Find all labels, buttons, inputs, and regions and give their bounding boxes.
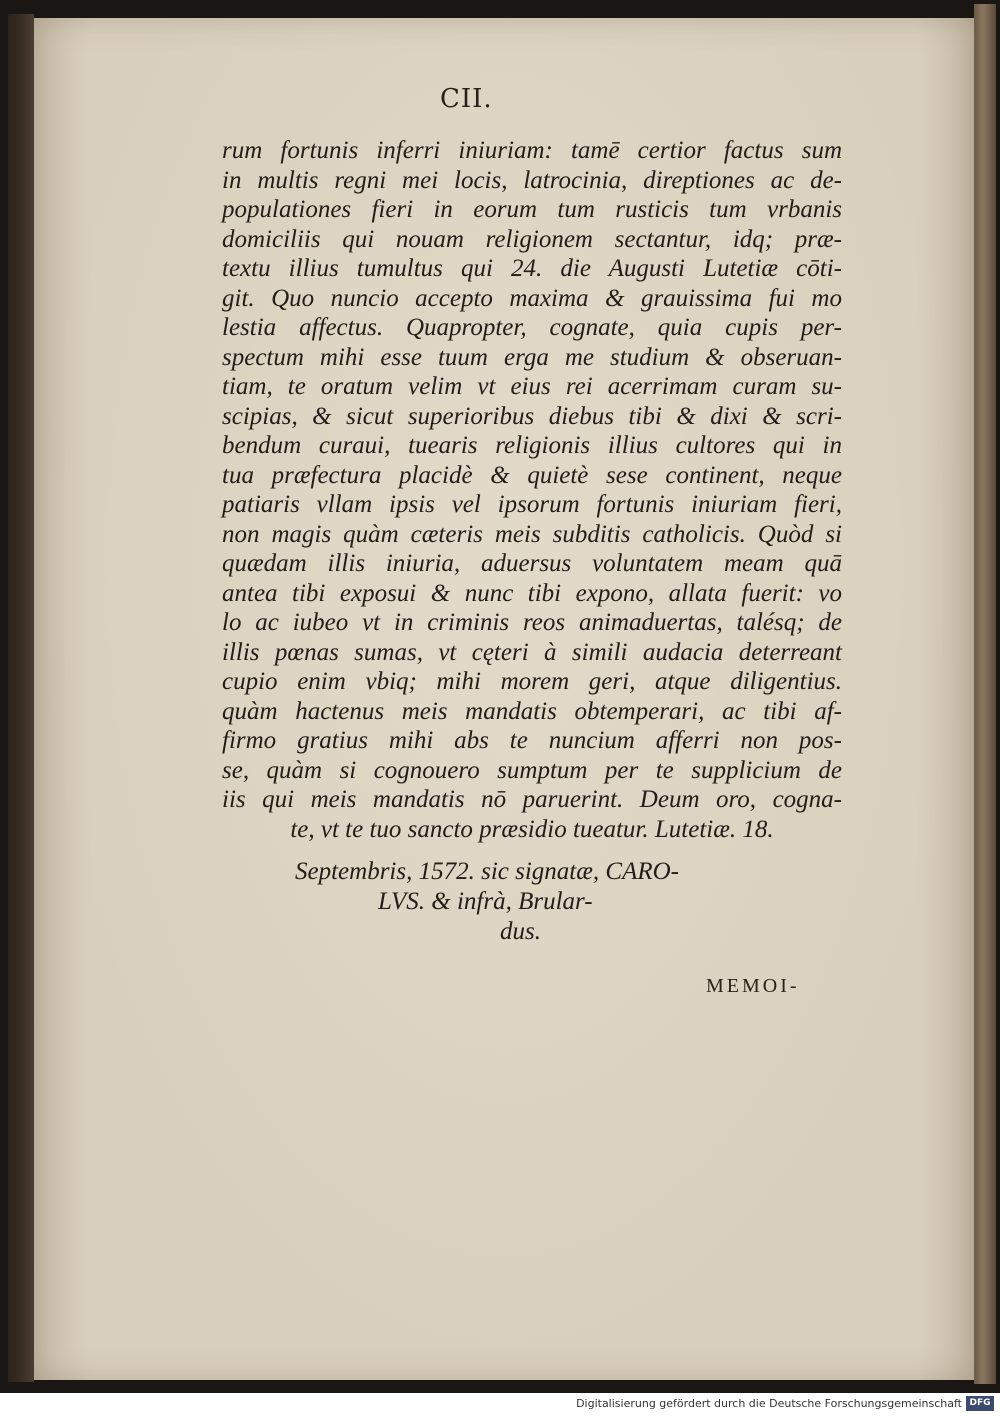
text-line: bendum curaui, tuearis religionis illius cultores qui in xyxy=(222,432,842,459)
dfg-logo: DFG xyxy=(966,1396,994,1411)
signature-line: Septembris, 1572. sic signatæ, CARO- xyxy=(295,858,680,885)
funding-credit: Digitalisierung gefördert durch die Deutsche Forschungsgemeinschaft xyxy=(576,1397,962,1410)
text-line: tua præfectura placidè & quietè sese continent, neque xyxy=(222,461,842,489)
text-line: iis qui meis mandatis nō paruerint. Deum oro, cogna- xyxy=(222,786,842,813)
text-line: te, vt te tuo sancto præsidio tueatur. Lutetiæ. 18. xyxy=(290,815,774,843)
text-line: firmo gratius mihi abs te nuncium afferri non pos- xyxy=(222,727,842,754)
text-line: antea tibi exposui & nunc tibi expono, allata fuerit: vo xyxy=(222,579,842,607)
text-line: cupio enim vbiq; mihi morem geri, atque diligentius. xyxy=(222,668,842,695)
page-edge-left xyxy=(8,14,34,1382)
text-line: illis pœnas sumas, vt cęteri à simili audacia deterreant xyxy=(222,638,842,666)
text-line: patiaris vllam ipsis vel ipsorum fortunis iniuriam fieri, xyxy=(222,491,842,518)
text-line: quædam illis iniuria, aduersus voluntatem meam quā xyxy=(222,550,842,577)
body-text xyxy=(222,136,842,844)
text-line: se, quàm si cognouero sumptum per te supplicium de xyxy=(222,756,842,784)
text-line: quàm hactenus meis mandatis obtemperari, ac tibi af- xyxy=(222,697,842,725)
text-line: non magis quàm cæteris meis subditis catholicis. Quòd si xyxy=(222,520,842,548)
text-line: rum fortunis inferri iniuriam: tamē certior factus sum xyxy=(222,137,842,164)
text-line: git. Quo nuncio accepto maxima & grauissima fui mo xyxy=(222,284,842,312)
text-line: domiciliis qui nouam religionem sectantur, idq; præ- xyxy=(222,225,842,253)
text-line: lo ac iubeo vt in criminis reos animaduertas, talésq; de xyxy=(222,609,842,636)
text-line: scipias, & sicut superioribus diebus tibi & dixi & scri- xyxy=(222,402,842,430)
signature-line: LVS. & infrà, Brular- xyxy=(378,888,593,915)
footer-bar xyxy=(0,1393,1000,1416)
text-line: spectum mihi esse tuum erga me studium & obseruan- xyxy=(222,343,842,371)
page-edge-right xyxy=(974,4,996,1384)
text-line: populationes fieri in eorum tum rusticis tum vrbanis xyxy=(222,196,842,223)
signature-line: dus. xyxy=(500,918,541,945)
catchword: MEMOI- xyxy=(706,975,800,997)
running-head: CII. xyxy=(440,84,493,114)
text-line: lestia affectus. Quapropter, cognate, quia cupis per- xyxy=(222,314,842,341)
text-line: textu illius tumultus qui 24. die Augusti Lutetiæ cōti- xyxy=(222,255,842,282)
text-line: tiam, te oratum velim vt eius rei acerrimam curam su- xyxy=(222,373,842,400)
text-line: in multis regni mei locis, latrocinia, direptiones ac de- xyxy=(222,166,842,194)
